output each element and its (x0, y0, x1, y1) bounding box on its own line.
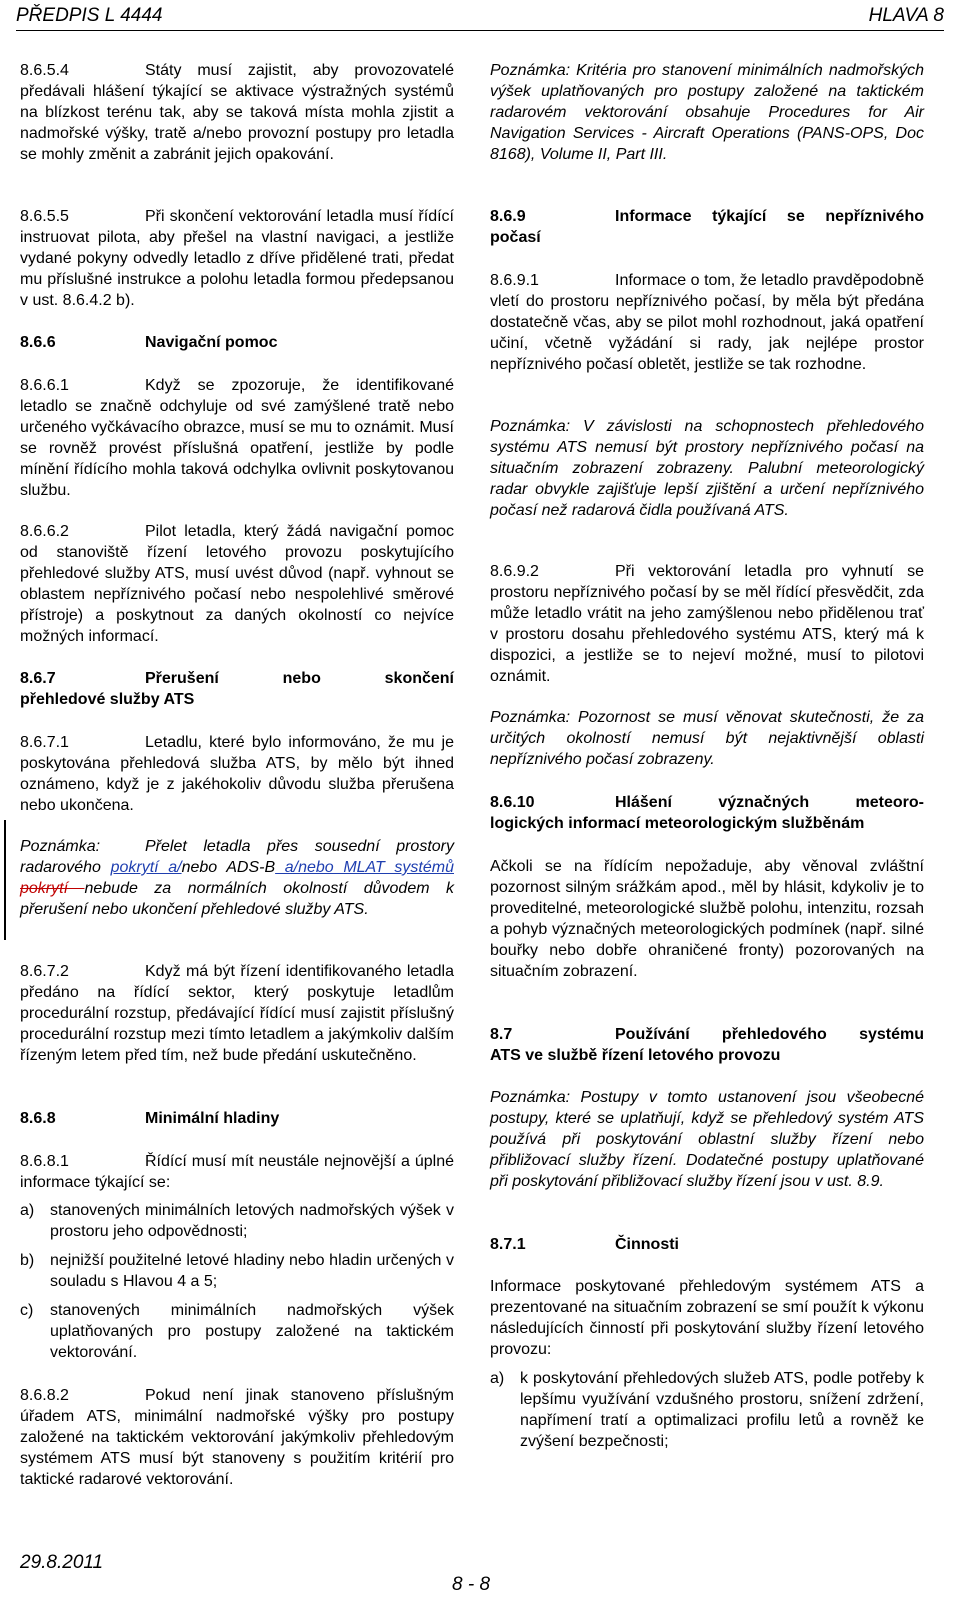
right-column (490, 0, 924, 1622)
para-8-6-9-2: 8.6.9.2 Při vektorování letadla pro vyhnutí se prostoru nepříznivého počasí by se měl řídící přesvědčit, zda může letadlo vrátit na jeho zamýšlenou nebo přidělenou trať v prostoru dosahu přehledového systému ATS, který má k dispozici, a jestliže se to nejeví možné, musí to pilotovi oznámit. (490, 563, 924, 685)
change-bar (4, 820, 6, 940)
para-8-6-9-1: 8.6.9.1 Informace o tom, že letadlo pravděpodobně vletí do prostoru nepříznivého počasí, by měla být předána dostatečně včas, aby se pilot mohl rozhodnout, jaká opatření učiní, včetně vyžádání si rady, jak nejlépe prostor nepříznivého počasí obletět, jestliže se tak rozhodne. (490, 272, 924, 373)
list-item: a) k poskytování přehledových služeb ATS, podle potřeby k lepšímu využívání vzdušného prostoru, snížení zdržení, napřímení tratí a optimalizaci profilu letů a rovněž ke zvýšení bezpečnosti; (490, 1370, 924, 1450)
para-8-6-7-2: 8.6.7.2 Když má být řízení identifikovaného letadla předáno na řídící sektor, který poskytuje letadlům procedurální rozstup, předávající řídící musí zajistit příslušný procedurální rozstup mezi tímto letadlem a jakýmkoliv dalším řízeným letem před tím, než bude předání uskutečněno. (20, 963, 454, 1064)
heading-8-7: 8.7 Používání přehledového systému ATS ve službě řízení letového provozu (490, 1026, 924, 1064)
heading-8-6-7: 8.6.7 Přerušení nebo skončení přehledové služby ATS (20, 670, 454, 708)
para-8-6-5-5: 8.6.5.5 Při skončení vektorování letadla musí řídící instruovat pilota, aby přešel na vlastní navigaci, a jestliže vydané pokyny odvedly letadlo z dříve přidělené trati, předat mu příslušné instrukce a polohu letadla formou předepsanou v ust. 8.6.4.2 b). (20, 208, 454, 309)
para-8-6-6-1: 8.6.6.1 Když se zpozoruje, že identifikované letadlo se značně odchyluje od své zamýšlené tratě nebo určeného vyčkávacího obrazce, musí se mu to oznámit. Musí se rovněž provést příslušná opatření, jestliže by podle mínění řídícího mohla taková odchylka ovlivnit poskytovanou službu. (20, 377, 454, 499)
heading-8-6-6: 8.6.6 Navigační pomoc (20, 334, 278, 351)
list-8-6-8-1 (20, 1200, 454, 1363)
para-8-6-6-2: 8.6.6.2 Pilot letadla, který žádá navigační pomoc od stanoviště řízení letového provozu poskytujícího přehledové služby ATS, musí uvést důvod (např. vyhnout se oblastem nepříznivého počasí nebo nespolehlivé směrové přístroje) a poskytnout za daných okolností co nejvíce možných informací. (20, 523, 454, 645)
para-8-6-10: Ačkoli se na řídícím nepožaduje, aby věnoval zvláštní pozornost silným srážkám apod., měl by hlásit, kdykoliv je to proveditelné, meteorologické službě polohu, intenzitu, rozsah a pohyb význačných meteorologických podmínek (např. silné bouřky nebo dobře ohraničené fronty) pozorovaných na situačním zobrazení. (490, 858, 924, 980)
para-8-6-5-4: 8.6.5.4 Státy musí zajistit, aby provozovatelé předávali hlášení týkající se aktivace výstražných systémů na blízkost terénu tak, aby se taková místa mohla zjistit a nadmořské výšky, tratě a/nebo provozní postupy pro letadla se mohly změnit a zabránit jejich opakování. (20, 62, 454, 163)
header-right: HLAVA 8 (868, 5, 944, 26)
left-column (20, 0, 454, 1622)
para-8-7-1: Informace poskytované přehledovým systémem ATS a prezentované na situačním zobrazení se smí použít k výkonu následujících činností při poskytování služby řízení letového provozu: (490, 1278, 925, 1358)
note-8-7: Poznámka: Postupy v tomto ustanovení jsou všeobecné postupy, které se uplatňují, když se přehledový systém ATS používá při poskytování oblastní služby řízení nebo přibližovací služby řízení. Dodatečné postupy uplatňované při poskytování přibližovací služby řízení jsou v ust. 8.9. (490, 1089, 924, 1190)
heading-8-6-8: 8.6.8 Minimální hladiny (20, 1110, 280, 1127)
list-item: a) stanovených minimálních letových nadmořských výšek v prostoru jeho odpovědnosti; (20, 1202, 454, 1240)
note-8-6-9-1: Poznámka: V závislosti na schopnostech přehledového systému ATS nemusí být prostory nepříznivého počasí na situačním zobrazení zobrazeny. Palubní meteorologický radar obvykle zajišťuje lepší zjištění a určení nepříznivého počasí než radarová čidla používaná ATS. (490, 418, 924, 519)
list-item: b) nejnižší použitelné letové hladiny nebo hladin určených v souladu s Hlavou 4 a 5; (20, 1252, 454, 1290)
footer-page-number: 8 - 8 (452, 1574, 491, 1595)
note-8-6-8: Poznámka: Kritéria pro stanovení minimálních nadmořských výšek uplatňovaných pro postupy založené na taktickém radarovém vektorování obsahuje Procedures for Air Navigation Services - Aircraft Operations (PANS-OPS, Doc 8168), Volume II, Part III. (490, 62, 924, 163)
para-8-6-8-1: 8.6.8.1 Řídící musí mít neustále nejnovější a úplné informace týkající se: (20, 1153, 454, 1191)
list-8-7-1 (490, 1368, 924, 1452)
note-8-6-9-2: Poznámka: Pozornost se musí věnovat skutečnosti, že za určitých okolností nemusí být nejaktivnější oblasti nepříznivého počasí zobrazeny. (490, 709, 924, 768)
list-item: c) stanovených minimálních nadmořských výšek uplatňovaných pro postupy založené na taktickém vektorování. (20, 1302, 454, 1361)
note-8-6-7: Poznámka: Přelet letadla přes sousední prostory radarového pokrytí a/nebo ADS-B a/nebo MLAT systémů pokrytí nebude za normálních okolností důvodem k přerušení nebo ukončení přehledové služby ATS. (20, 838, 454, 918)
header-left: PŘEDPIS L 4444 (16, 5, 163, 26)
footer-date: 29.8.2011 (20, 1552, 104, 1573)
heading-8-7-1: 8.7.1 Činnosti (490, 1236, 679, 1253)
para-8-6-8-2: 8.6.8.2 Pokud není jinak stanoveno příslušným úřadem ATS, minimální nadmořské výšky pro postupy založené na taktickém vektorování jakýmkoliv přehledovým systémem ATS musí být stanoveny s použitím kritérií pro taktické radarové vektorování. (20, 1387, 454, 1488)
para-8-6-7-1: 8.6.7.1 Letadlu, které bylo informováno, že mu je poskytována přehledová služba ATS, by mělo být ihned oznámeno, když je z jakéhokoliv důvodu služba přerušena nebo ukončena. (20, 734, 454, 814)
heading-8-6-10: 8.6.10 Hlášení význačných meteoro- logických informací meteorologickým služběnám (490, 794, 924, 832)
heading-8-6-9: 8.6.9 Informace týkající se nepříznivého počasí (490, 208, 924, 246)
